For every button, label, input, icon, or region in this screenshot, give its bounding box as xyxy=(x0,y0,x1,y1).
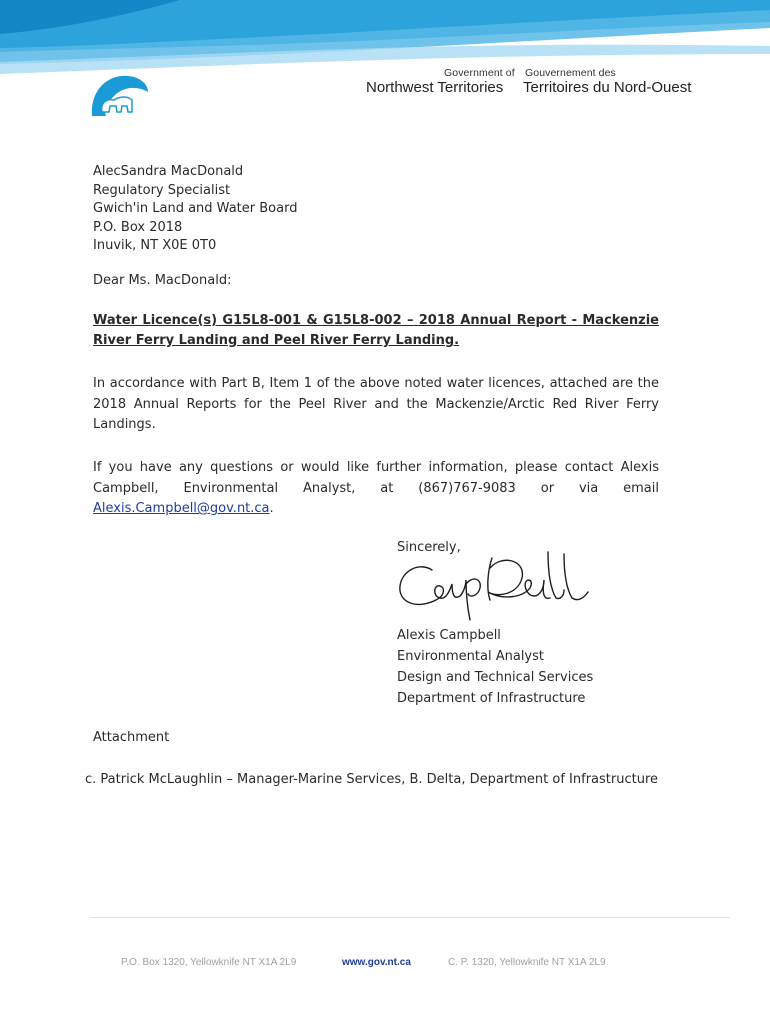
body-paragraph-1: In accordance with Part B, Item 1 of the above noted water licences, attached are the 2018 Annual Reports for the Peel River and the Mackenzie/Arctic Red River Ferry Landings. xyxy=(93,376,659,432)
signer-block xyxy=(397,625,593,709)
recipient-name: AlecSandra MacDonald xyxy=(93,164,244,179)
gov-en-name: Northwest Territories xyxy=(366,79,504,96)
recipient-address xyxy=(93,163,297,256)
footer-divider xyxy=(90,917,730,918)
gov-fr-small-label: Gouvernement des xyxy=(525,67,616,79)
gov-en-small-label: Government of xyxy=(444,67,515,79)
body-paragraph-2 xyxy=(93,458,659,520)
signer-title: Environmental Analyst xyxy=(397,649,544,664)
gov-fr-name: Territoires du Nord-Ouest xyxy=(523,79,692,96)
signer-name: Alexis Campbell xyxy=(397,628,501,643)
signer-division: Design and Technical Services xyxy=(397,670,594,685)
recipient-organization: Gwich'in Land and Water Board xyxy=(93,201,298,216)
signer-department: Department of Infrastructure xyxy=(397,691,586,706)
body-paragraph-2-end: . xyxy=(269,501,274,516)
cc-line: c. Patrick McLaughlin – Manager-Marine Services, B. Delta, Department of Infrastructure xyxy=(85,772,659,787)
footer-website-link[interactable]: www.gov.nt.ca xyxy=(342,957,411,968)
signature xyxy=(392,540,612,622)
body-paragraph-2-text: If you have any questions or would like further information, please contact Alexis Campbell, Environmental Analyst, at (867)767-9083 or via email xyxy=(93,460,659,496)
polar-bear-logo-icon xyxy=(88,70,150,120)
salutation: Dear Ms. MacDonald: xyxy=(93,273,232,288)
closing: Sincerely, xyxy=(397,540,461,555)
recipient-city-postal: Inuvik, NT X0E 0T0 xyxy=(93,238,217,253)
footer-address-en: P.O. Box 1320, Yellowknife NT X1A 2L9 xyxy=(121,957,297,968)
footer-address-fr: C. P. 1320, Yellowknife NT X1A 2L9 xyxy=(448,957,606,968)
subject-line: Water Licence(s) G15L8-001 & G15L8-002 – 2018 Annual Report - Mackenzie River Ferry Landing and Peel River Ferry Landing. xyxy=(93,313,659,348)
recipient-title: Regulatory Specialist xyxy=(93,182,231,198)
attachment-label: Attachment xyxy=(93,730,170,745)
email-link[interactable]: Alexis.Campbell@gov.nt.ca xyxy=(93,501,270,516)
recipient-po-box: P.O. Box 2018 xyxy=(93,219,183,235)
